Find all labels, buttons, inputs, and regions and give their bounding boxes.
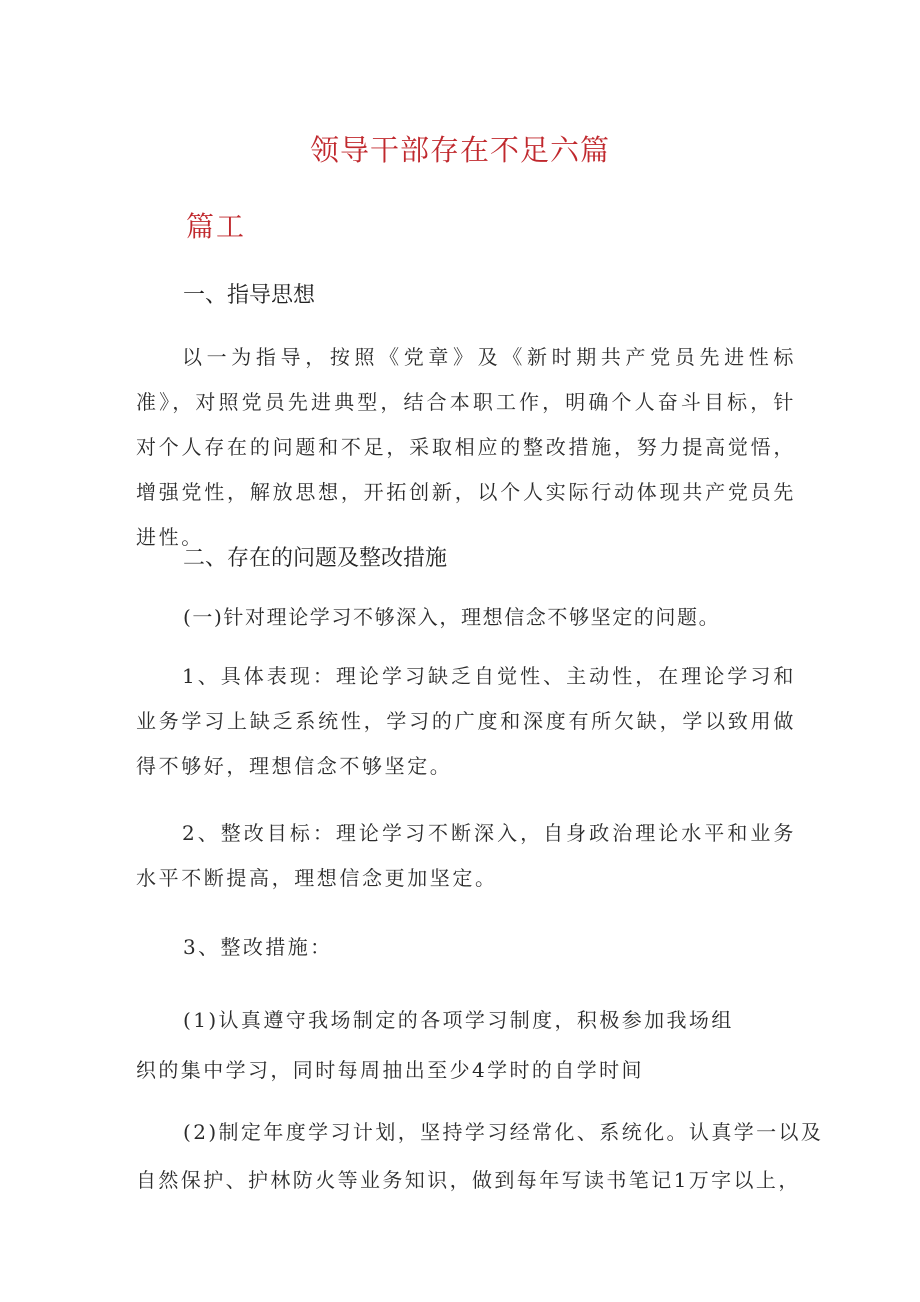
measure-2-line-2: 自然保护、护林防火等业务知识，做到每年写读书笔记1万字以上， [136, 1168, 801, 1192]
measure-2-line-1: (2)制定年度学习计划，坚持学习经常化、系统化。认真学一以及 [183, 1120, 824, 1144]
paragraph-rectification-measures-heading: 3、整改措施： [183, 935, 333, 959]
section-heading-problems-measures: 二、存在的问题及整改措施 [183, 546, 448, 571]
paragraph-guiding-thought: 以一为指导，按照《党章》及《新时期共产党员先进性标准》，对照党员先进典型，结合本职工作，明确个人奋斗目标，针对个人存在的问题和不足，采取相应的整改措施，努力提高觉悟，增强党性，解放思想，开拓创新，以个人实际行动体现共产党员先进性。 [136, 345, 796, 549]
measure-1-line-1: (1)认真遵守我场制定的各项学习制度，积极参加我场组 [183, 1008, 734, 1032]
paragraph-rectification-goal: 2、整改目标：理论学习不断深入，自身政治理论水平和业务水平不断提高，理想信念更加坚定。 [136, 821, 796, 890]
subsection-heading-theory-study: (一)针对理论学习不够深入，理想信念不够坚定的问题。 [183, 605, 721, 629]
chapter-heading: 篇工 [186, 210, 247, 243]
document-title: 领导干部存在不足六篇 [309, 133, 610, 167]
paragraph-specific-performance: 1、具体表现：理论学习缺乏自觉性、主动性，在理论学习和业务学习上缺乏系统性，学习的广度和深度有所欠缺，学以致用做得不够好，理想信念不够坚定。 [136, 664, 796, 778]
section-heading-guiding-thought: 一、指导思想 [183, 283, 316, 308]
measure-1-line-2: 织的集中学习，同时每周抽出至少4学时的自学时间 [136, 1058, 644, 1082]
